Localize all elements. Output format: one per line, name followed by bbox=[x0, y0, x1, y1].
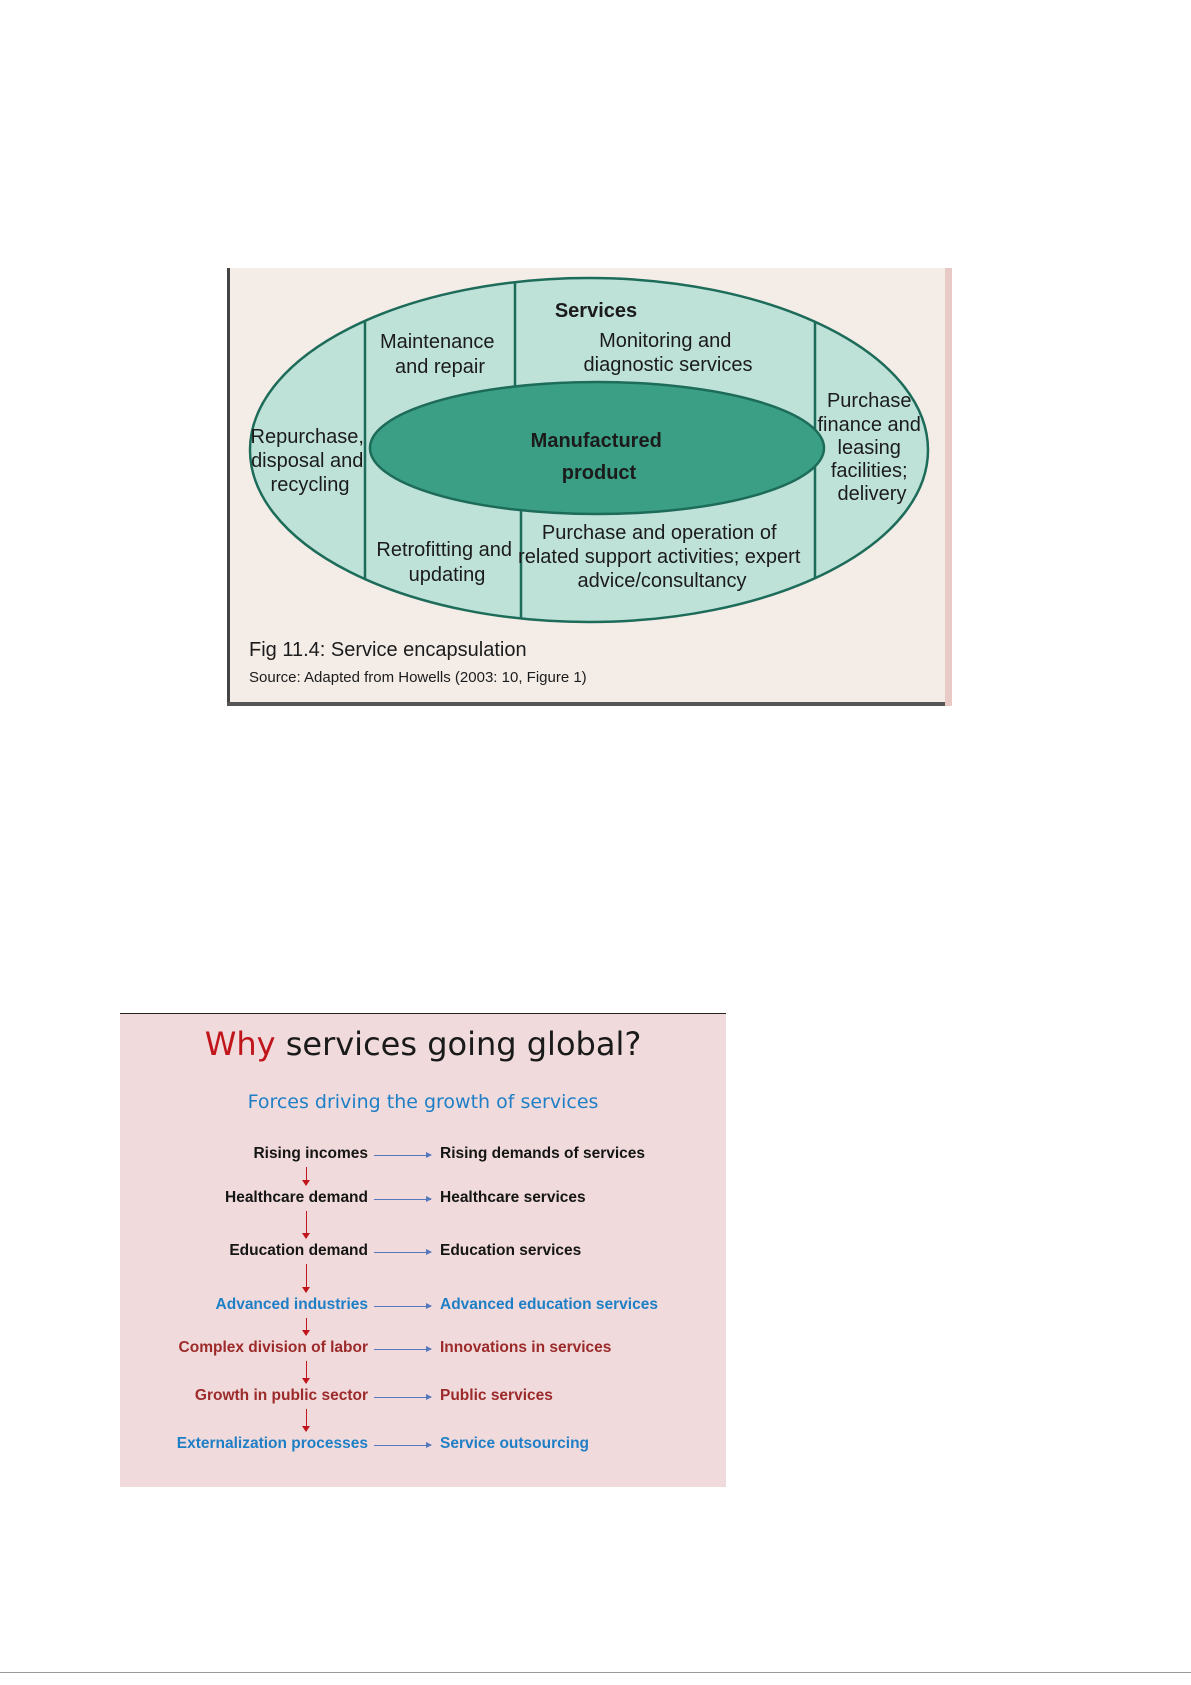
right-arrow-icon bbox=[374, 1199, 431, 1200]
flow-row bbox=[120, 1296, 726, 1318]
segment-maintenance-label: Maintenance and repair bbox=[379, 331, 495, 378]
slide-title-accent: Why bbox=[204, 1025, 276, 1063]
down-arrow-icon bbox=[306, 1409, 307, 1431]
flow-row bbox=[120, 1242, 726, 1264]
figure-caption: Fig 11.4: Service encapsulation bbox=[249, 639, 527, 661]
driver-label: Rising incomes bbox=[253, 1145, 368, 1162]
flow-row bbox=[120, 1387, 726, 1409]
flow-row bbox=[120, 1339, 726, 1361]
down-arrow-icon bbox=[306, 1361, 307, 1383]
outcome-label: Healthcare services bbox=[440, 1189, 586, 1206]
outcome-label: Rising demands of services bbox=[440, 1145, 646, 1162]
service-encapsulation-figure bbox=[227, 268, 952, 706]
right-arrow-icon bbox=[374, 1445, 431, 1446]
down-arrow-icon bbox=[306, 1211, 307, 1238]
outcome-label: Education services bbox=[440, 1242, 582, 1259]
segment-support-label: Purchase and operation of related support activities; expert advice/consultancy bbox=[518, 522, 801, 592]
right-arrow-icon bbox=[374, 1252, 431, 1253]
flow-row bbox=[120, 1435, 726, 1457]
segment-repurchase-label: Repurchase, disposal and recycling bbox=[250, 426, 364, 496]
services-title: Services bbox=[554, 300, 638, 322]
outcome-label: Advanced education services bbox=[440, 1296, 658, 1313]
segment-monitoring-label: Monitoring and diagnostic services bbox=[583, 330, 753, 376]
outcome-label: Public services bbox=[440, 1387, 553, 1404]
flow-row bbox=[120, 1189, 726, 1211]
driver-label: Growth in public sector bbox=[194, 1387, 368, 1404]
driver-label: Complex division of labor bbox=[178, 1339, 368, 1356]
right-arrow-icon bbox=[374, 1155, 431, 1156]
slide-title-rest: services going global? bbox=[275, 1025, 642, 1063]
down-arrow-icon bbox=[306, 1264, 307, 1292]
segment-purchase-finance-label: Purchase finance and leasing facilities; delivery bbox=[817, 390, 921, 505]
driver-label: Advanced industries bbox=[215, 1296, 368, 1313]
footer-rule bbox=[0, 1672, 1191, 1673]
right-arrow-icon bbox=[374, 1306, 431, 1307]
outcome-label: Innovations in services bbox=[440, 1339, 612, 1356]
outcome-label: Service outsourcing bbox=[440, 1435, 590, 1452]
slide-title bbox=[120, 1025, 726, 1063]
right-arrow-icon bbox=[374, 1349, 431, 1350]
center-product-label: Manufactured product bbox=[530, 430, 662, 484]
driver-label: Externalization processes bbox=[176, 1435, 368, 1452]
down-arrow-icon bbox=[306, 1167, 307, 1185]
segment-retrofitting-label: Retrofitting and updating bbox=[376, 539, 513, 586]
figure-source: Source: Adapted from Howells (2003: 10, Figure 1) bbox=[249, 669, 587, 686]
flow-row bbox=[120, 1145, 726, 1167]
driver-label: Education demand bbox=[229, 1242, 368, 1259]
driver-label: Healthcare demand bbox=[225, 1189, 368, 1206]
figure-photo bbox=[227, 268, 952, 706]
down-arrow-icon bbox=[306, 1318, 307, 1335]
right-arrow-icon bbox=[374, 1397, 431, 1398]
slide-subtitle: Forces driving the growth of services bbox=[247, 1091, 599, 1113]
services-global-slide bbox=[120, 1013, 726, 1487]
